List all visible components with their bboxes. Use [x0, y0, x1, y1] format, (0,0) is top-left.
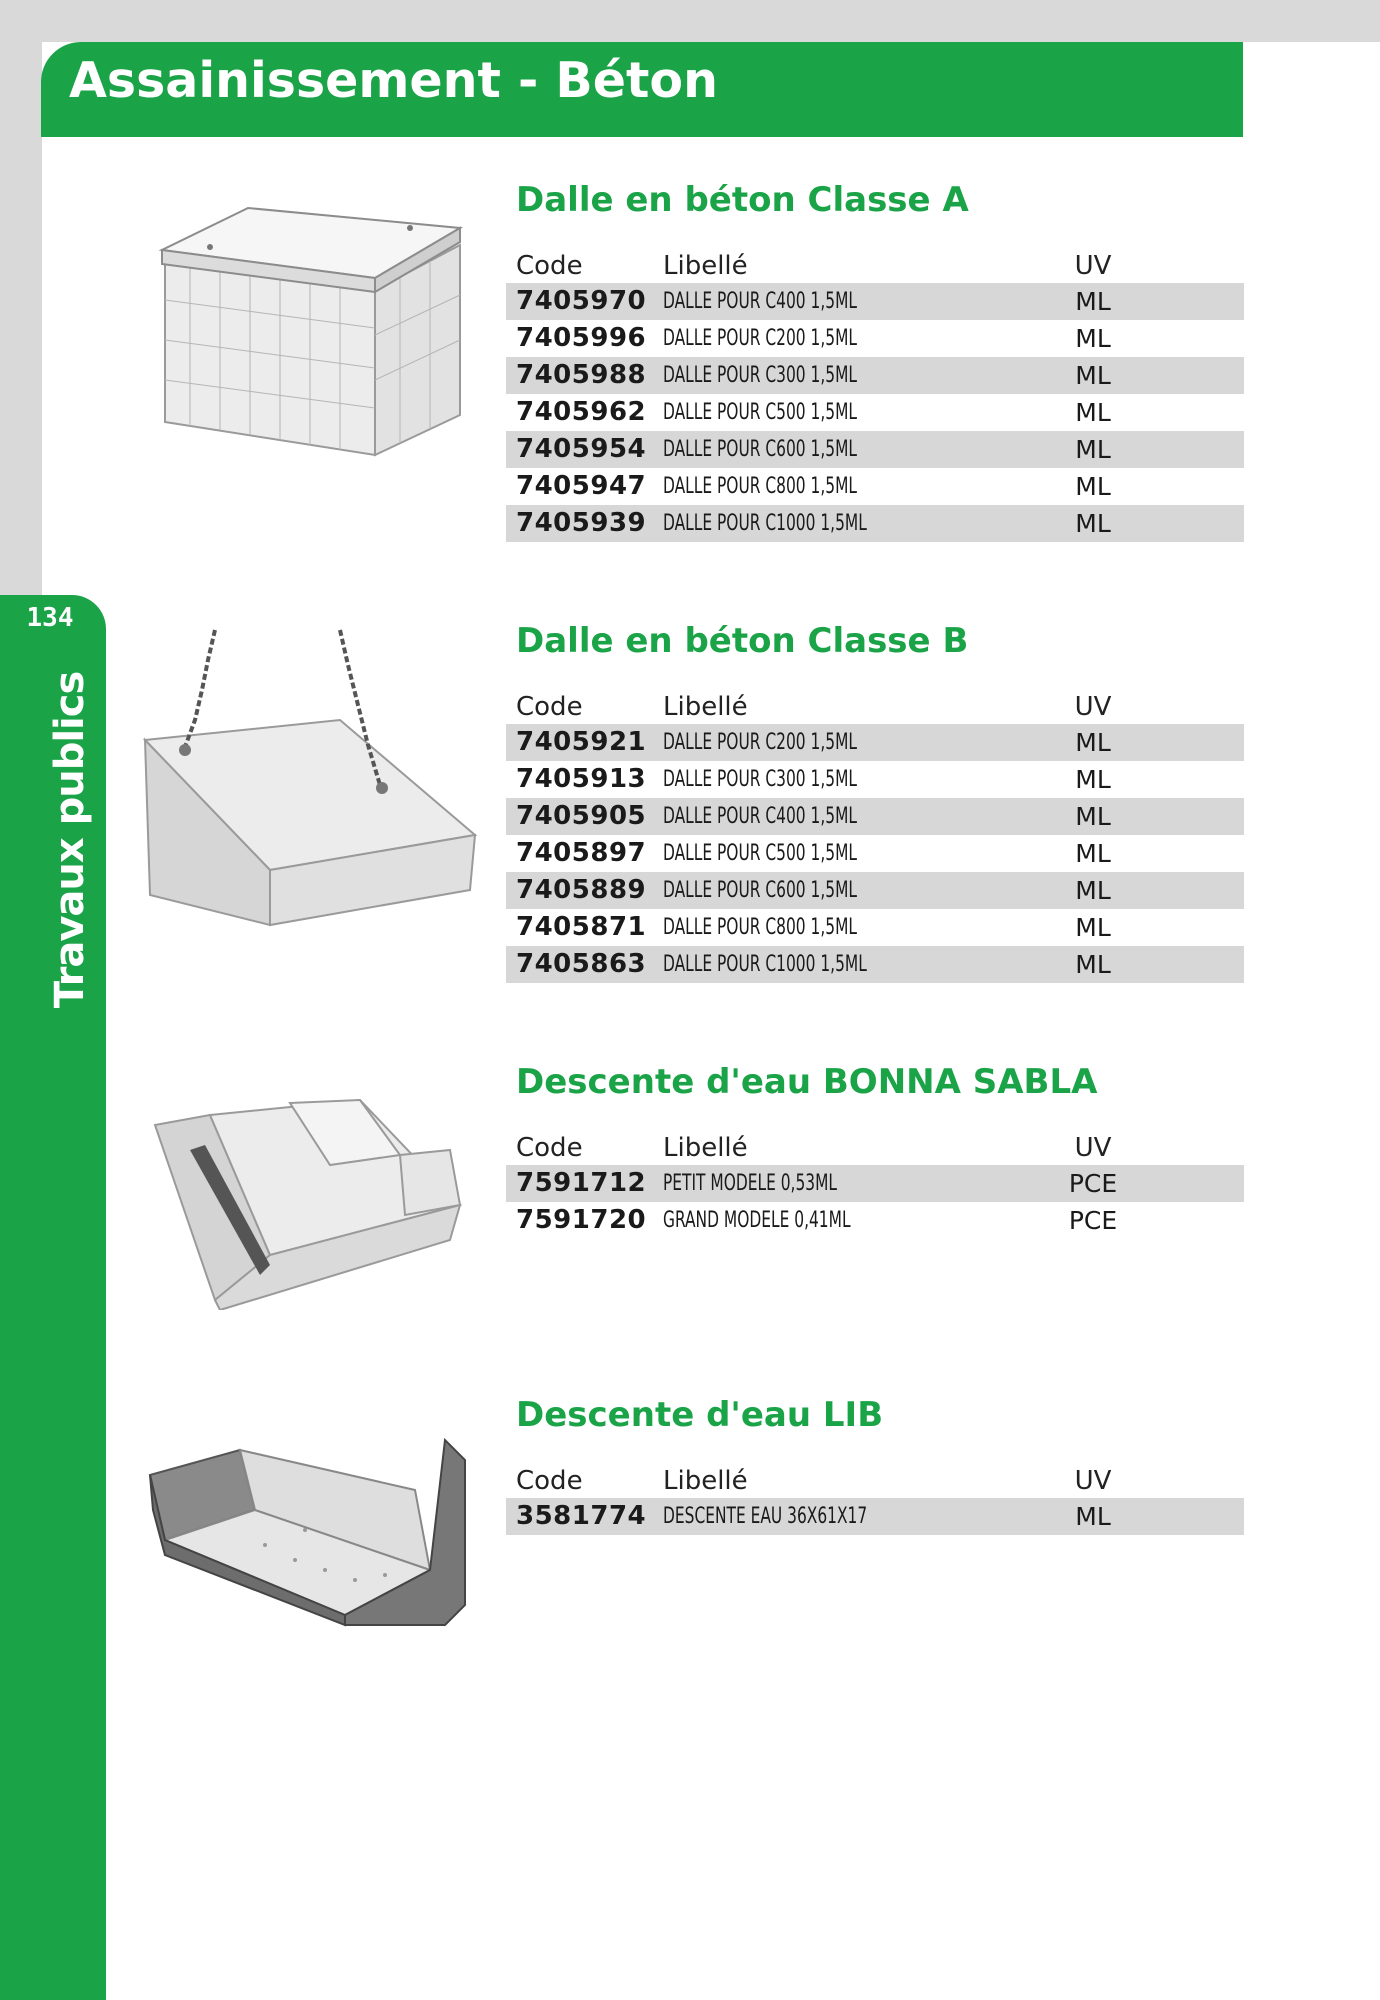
column-uv: UV: [1074, 251, 1112, 281]
product-uv: ML: [1075, 950, 1111, 979]
table-header: [506, 250, 1244, 283]
section-label: Travaux publics: [47, 671, 93, 1009]
concrete-slab-chains-image: [140, 625, 480, 935]
product-label: DESCENTE EAU 36X61X17: [663, 1504, 868, 1529]
product-label: DALLE POUR C800 1,5ML: [663, 915, 857, 940]
product-code: 7405939: [516, 508, 647, 538]
column-code: Code: [516, 1133, 583, 1163]
table-row: [506, 761, 1244, 798]
product-title: Dalle en béton Classe B: [516, 621, 969, 661]
product-label: DALLE POUR C1000 1,5ML: [663, 952, 867, 977]
product-title: Descente d'eau LIB: [516, 1395, 884, 1435]
column-code: Code: [516, 251, 583, 281]
product-table: [506, 1132, 1244, 1239]
product-code: 7405954: [516, 434, 647, 464]
product-code: 7405871: [516, 912, 647, 942]
page-frame-top: [0, 0, 1380, 42]
product-code: 7591712: [516, 1168, 647, 1198]
column-code: Code: [516, 692, 583, 722]
product-uv: ML: [1075, 324, 1111, 353]
page-frame-left: [0, 0, 42, 600]
product-code: 7405970: [516, 286, 647, 316]
product-uv: ML: [1075, 728, 1111, 757]
column-uv: UV: [1074, 692, 1112, 722]
product-label: DALLE POUR C400 1,5ML: [663, 289, 857, 314]
table-row: [506, 909, 1244, 946]
table-row: [506, 946, 1244, 983]
product-uv: ML: [1075, 1502, 1111, 1531]
lib-u-channel-image: [145, 1410, 475, 1630]
product-label: DALLE POUR C300 1,5ML: [663, 363, 857, 388]
column-label: Libellé: [663, 1133, 748, 1163]
product-uv: ML: [1075, 876, 1111, 905]
column-label: Libellé: [663, 692, 748, 722]
product-label: PETIT MODELE 0,53ML: [663, 1171, 838, 1196]
product-code: 7405947: [516, 471, 647, 501]
product-table: [506, 250, 1244, 542]
concrete-slab-rebar-image: [150, 200, 480, 460]
product-code: 7405962: [516, 397, 647, 427]
table-row: [506, 468, 1244, 505]
product-label: DALLE POUR C600 1,5ML: [663, 878, 857, 903]
table-header: [506, 1132, 1244, 1165]
product-code: 7405897: [516, 838, 647, 868]
column-label: Libellé: [663, 1466, 748, 1496]
page-header: [41, 42, 1243, 137]
product-label: DALLE POUR C200 1,5ML: [663, 326, 857, 351]
product-uv: ML: [1075, 472, 1111, 501]
product-label: DALLE POUR C1000 1,5ML: [663, 511, 867, 536]
table-row: [506, 835, 1244, 872]
product-uv: ML: [1075, 287, 1111, 316]
table-header: [506, 1465, 1244, 1498]
product-code: 7591720: [516, 1205, 647, 1235]
product-uv: ML: [1075, 913, 1111, 942]
product-code: 7405988: [516, 360, 647, 390]
product-uv: ML: [1075, 361, 1111, 390]
page-number: 134: [26, 603, 74, 633]
product-uv: ML: [1075, 509, 1111, 538]
product-table: [506, 691, 1244, 983]
product-code: 7405905: [516, 801, 647, 831]
product-uv: ML: [1075, 435, 1111, 464]
product-label: DALLE POUR C300 1,5ML: [663, 767, 857, 792]
table-row: [506, 505, 1244, 542]
table-row: [506, 872, 1244, 909]
table-row: [506, 431, 1244, 468]
product-label: DALLE POUR C200 1,5ML: [663, 730, 857, 755]
table-row: [506, 283, 1244, 320]
product-code: 3581774: [516, 1501, 647, 1531]
product-uv: PCE: [1068, 1169, 1118, 1198]
product-label: DALLE POUR C500 1,5ML: [663, 400, 857, 425]
column-code: Code: [516, 1466, 583, 1496]
product-uv: ML: [1075, 765, 1111, 794]
product-uv: ML: [1075, 398, 1111, 427]
product-uv: ML: [1075, 802, 1111, 831]
table-header: [506, 691, 1244, 724]
table-row: [506, 798, 1244, 835]
product-label: DALLE POUR C400 1,5ML: [663, 804, 857, 829]
column-uv: UV: [1074, 1133, 1112, 1163]
bonna-sabla-channel-image: [150, 1095, 470, 1310]
table-row: [506, 1165, 1244, 1202]
product-uv: PCE: [1068, 1206, 1118, 1235]
product-title: Descente d'eau BONNA SABLA: [516, 1062, 1098, 1102]
page-title: Assainissement - Béton: [69, 52, 718, 109]
product-uv: ML: [1075, 839, 1111, 868]
product-label: DALLE POUR C600 1,5ML: [663, 437, 857, 462]
product-label: DALLE POUR C500 1,5ML: [663, 841, 857, 866]
product-code: 7405889: [516, 875, 647, 905]
product-table: [506, 1465, 1244, 1535]
product-code: 7405996: [516, 323, 647, 353]
product-label: DALLE POUR C800 1,5ML: [663, 474, 857, 499]
table-row: [506, 724, 1244, 761]
table-row: [506, 1498, 1244, 1535]
product-title: Dalle en béton Classe A: [516, 180, 969, 220]
column-uv: UV: [1074, 1466, 1112, 1496]
table-row: [506, 357, 1244, 394]
product-code: 7405921: [516, 727, 647, 757]
product-code: 7405913: [516, 764, 647, 794]
table-row: [506, 320, 1244, 357]
product-label: GRAND MODELE 0,41ML: [663, 1208, 851, 1233]
product-code: 7405863: [516, 949, 647, 979]
column-label: Libellé: [663, 251, 748, 281]
table-row: [506, 394, 1244, 431]
table-row: [506, 1202, 1244, 1239]
